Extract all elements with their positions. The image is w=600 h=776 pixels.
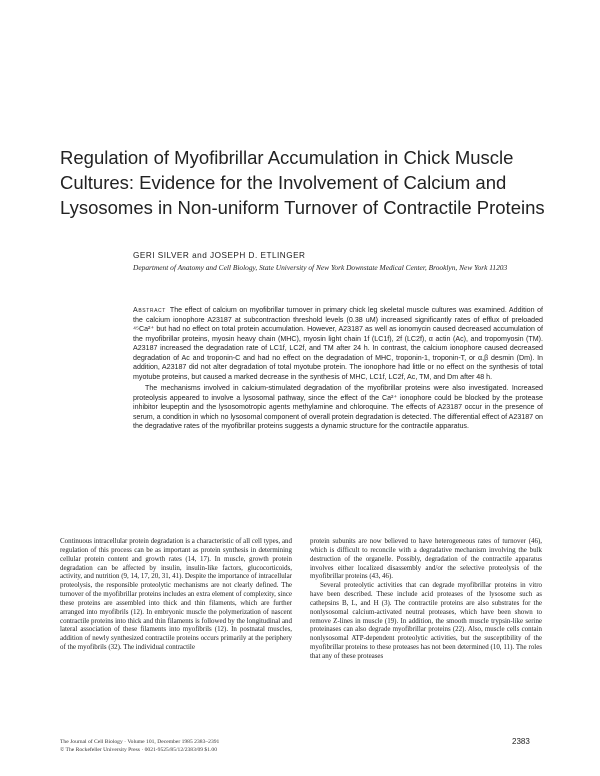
body-paragraph: protein subunits are now believed to have heterogeneous rates of turnover (46), which is difficult to reconcile with a degradative mechanism involving the bulk destruction of the organelle. Possibly, degradation of the contractile apparatus involves either localized disassembly and/or the selective proteolysis of the myofibrillar proteins (43, 46).: [310, 537, 542, 581]
page-number: 2383: [512, 737, 530, 746]
body-column-left: [60, 537, 292, 652]
abstract-paragraph-2: The mechanisms involved in calcium-stimulated degradation of the myofibrillar proteins were also investigated. Increased proteolysis appeared to involve a lysosomal pathway, since the effect of the Ca²⁺ ionophore could be blocked by the protease inhibitor leupeptin and the lysosomotropic agents methylamine and chloroquine. The effects of A23187 occur in the presence of serum, a condition in which no lysosomal component of overall protein degradation is detected. The differential effect of A23187 on the degradative rates of the myofibrillar proteins suggests a dynamic structure for the contractile apparatus.: [133, 384, 543, 430]
body-paragraph: Several proteolytic activities that can degrade myofibrillar proteins in vitro have been described. These include acid proteases of the lysosome such as cathepsins B, L, and H (3). The contractile proteins are also substrates for the nonlysosomal calcium-activated neutral proteases, which have been shown to remove Z-lines in muscle (19). In addition, the smooth muscle trypsin-like serine proteinases can also degrade myofibrillar proteins (22). Also, muscle cells contain nonlysosomal ATP-dependent proteolytic activities, but the susceptibility of the myofibrillar proteins to these proteases has not been determined (10, 11). The roles that any of these proteases: [310, 581, 542, 660]
body-paragraph: Continuous intracellular protein degradation is a characteristic of all cell types, and regulation of this process can be as important as protein synthesis in determining cellular protein content and growth rates (14, 17). In muscle, growth protein degradation can be affected by insulin, insulin-like factors, glucocorticoids, activity, and nutrition (9, 14, 17, 20, 31, 41). Despite the importance of intracellular proteolysis, the responsible proteolytic mechanisms are not clearly defined. The turnover of the myofibrillar proteins includes an extra element of complexity, since these proteins are assembled into thick and thin filaments, which are further arranged into myofibrils (12). In embryonic muscle the polymerization of nascent contractile proteins into thick and thin filaments is followed by the longitudinal and lateral association of these filaments into myofibrils (12). In postnatal muscles, addition of newly synthesized contractile proteins occurs primarily at the periphery of the myofibrils (32). The individual contractile: [60, 537, 292, 652]
title-line-1: Regulation of Myofibrillar Accumulation in Chick Muscle: [60, 147, 514, 168]
title-line-2: Cultures: Evidence for the Involvement of Calcium and: [60, 172, 507, 193]
abstract-label: Abstract: [133, 306, 166, 314]
journal-citation: The Journal of Cell Biology · Volume 101, December 1985 2383–2391: [60, 739, 220, 745]
affiliation: Department of Anatomy and Cell Biology, State University of New York Downstate Medical Center, Brooklyn, New York 11203: [133, 263, 508, 272]
article-title: [60, 145, 580, 220]
authors: GERI SILVER and JOSEPH D. ETLINGER: [133, 251, 306, 260]
abstract-text-1: The effect of calcium on myofibrillar turnover in primary chick leg skeletal muscle cultures was examined. Addition of the calcium ionophore A23187 at subcontraction threshold levels (0.38 uM) increased significantly rates of efflux of preloaded ⁴⁵Ca²⁺ but had no effect on total protein accumulation. However, A23187 as well as ionomycin caused decreased accumulation of the myofibrillar proteins, myosin heavy chain (MHC), myosin light chain 1f (LC1f), 2f (LC2f), α actin (Ac), and tropomyosin (TM). A23187 increased the degradation rate of LC1f, LC2f, and TM after 24 h. In contrast, the calcium ionophore caused decreased degradation of Ac and troponin-C and had no effect on the degradation of MHC, troponin-1, troponin-T, or α,β desmin (Dm). In addition, A23187 did not alter degradation of total myotube protein. The ionophore had little or no effect on the synthesis of total myotube proteins, but caused a marked decrease in the synthesis of MHC, LC1f, LC2f, Ac, TM, and Dm after 48 h.: [133, 306, 543, 381]
title-line-3: Lysosomes in Non-uniform Turnover of Contractile Proteins: [60, 197, 545, 218]
journal-footer: [60, 739, 219, 754]
copyright-notice: © The Rockefeller University Press · 0021-9525/85/12/2383/09 $1.00: [60, 746, 218, 753]
abstract: [133, 306, 543, 432]
body-column-right: [310, 537, 542, 661]
abstract-paragraph-1: [133, 306, 543, 382]
